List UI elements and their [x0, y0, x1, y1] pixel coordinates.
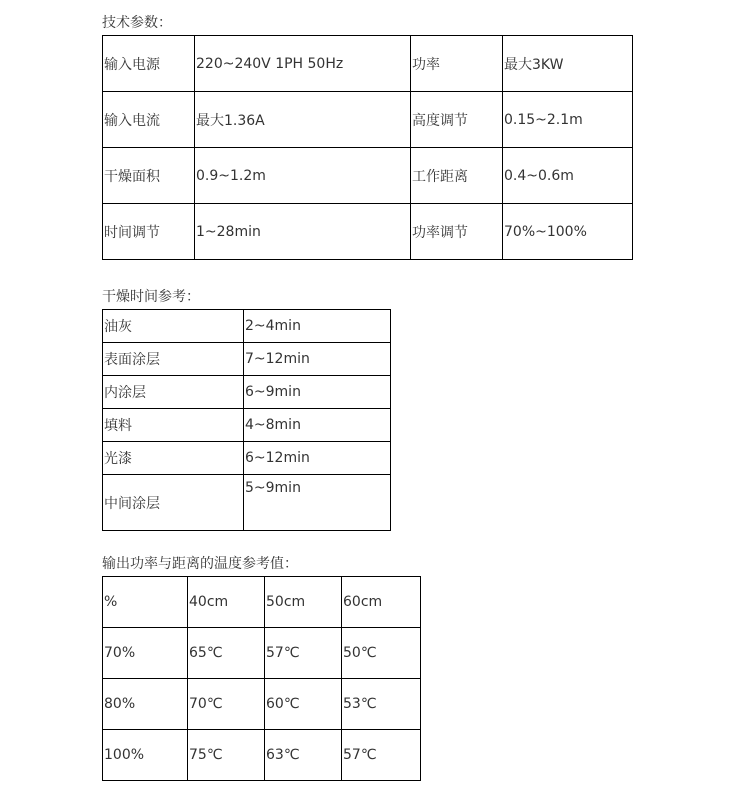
spec-value: 最大3KW	[503, 36, 633, 92]
spec-value: 最大1.36A	[195, 92, 411, 148]
spec-label: 高度调节	[411, 92, 503, 148]
table-row	[103, 679, 421, 730]
material-cell: 油灰	[103, 310, 244, 343]
temperature-table	[102, 576, 421, 781]
table-row	[103, 92, 633, 148]
spec-label: 输入电流	[103, 92, 195, 148]
spec-value: 0.15~2.1m	[503, 92, 633, 148]
temp-cell: 65℃	[188, 628, 265, 679]
drying-table	[102, 309, 391, 531]
material-cell: 内涂层	[103, 376, 244, 409]
material-cell: 填料	[103, 409, 244, 442]
header-cell: 60cm	[342, 577, 421, 628]
temp-cell: 75℃	[188, 730, 265, 781]
time-cell: 2~4min	[244, 310, 391, 343]
table-row	[103, 409, 391, 442]
table-row	[103, 442, 391, 475]
header-cell: 50cm	[265, 577, 342, 628]
table-row	[103, 148, 633, 204]
header-cell: 40cm	[188, 577, 265, 628]
temp-cell: 63℃	[265, 730, 342, 781]
specs-table	[102, 35, 633, 260]
table-row	[103, 310, 391, 343]
spec-value: 70%~100%	[503, 204, 633, 260]
power-cell: 80%	[103, 679, 188, 730]
table-row	[103, 475, 391, 531]
power-cell: 100%	[103, 730, 188, 781]
material-cell: 表面涂层	[103, 343, 244, 376]
spec-value: 1~28min	[195, 204, 411, 260]
header-cell: %	[103, 577, 188, 628]
temp-cell: 60℃	[265, 679, 342, 730]
table-row	[103, 628, 421, 679]
spec-value: 0.9~1.2m	[195, 148, 411, 204]
temp-cell: 50℃	[342, 628, 421, 679]
temperature-heading: 输出功率与距离的温度参考值：	[102, 556, 298, 572]
spec-label: 干燥面积	[103, 148, 195, 204]
time-cell: 4~8min	[244, 409, 391, 442]
time-cell: 6~12min	[244, 442, 391, 475]
spec-label: 工作距离	[411, 148, 503, 204]
temp-cell: 57℃	[265, 628, 342, 679]
table-row	[103, 730, 421, 781]
material-cell: 光漆	[103, 442, 244, 475]
temp-cell: 70℃	[188, 679, 265, 730]
temp-cell: 53℃	[342, 679, 421, 730]
table-row	[103, 36, 633, 92]
spec-label: 输入电源	[103, 36, 195, 92]
power-cell: 70%	[103, 628, 188, 679]
material-cell: 中间涂层	[103, 475, 244, 531]
table-row	[103, 343, 391, 376]
spec-value: 0.4~0.6m	[503, 148, 633, 204]
spec-label: 功率调节	[411, 204, 503, 260]
time-cell: 6~9min	[244, 376, 391, 409]
spec-label: 功率	[411, 36, 503, 92]
time-cell: 7~12min	[244, 343, 391, 376]
spec-value: 220~240V 1PH 50Hz	[195, 36, 411, 92]
drying-heading: 干燥时间参考：	[102, 289, 200, 305]
spec-label: 时间调节	[103, 204, 195, 260]
temp-cell: 57℃	[342, 730, 421, 781]
table-row	[103, 204, 633, 260]
specs-heading: 技术参数：	[102, 15, 172, 31]
table-row	[103, 376, 391, 409]
time-cell: 5~9min	[244, 475, 391, 531]
table-header-row	[103, 577, 421, 628]
